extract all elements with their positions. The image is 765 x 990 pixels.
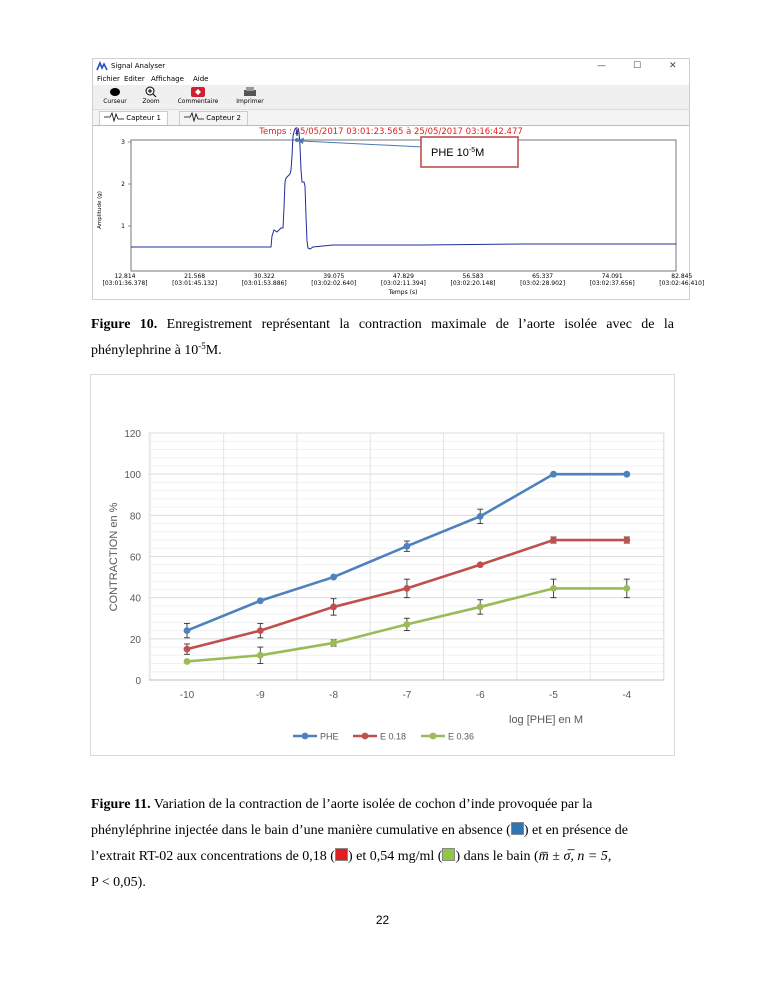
signal-x-time-label: [03:02:37.656] <box>589 280 635 287</box>
signal-x-time-label: [03:02:11.394] <box>380 280 426 287</box>
chart-svg <box>91 375 674 755</box>
waveform-icon <box>184 113 204 121</box>
x-axis-title: log [PHE] en M <box>509 714 583 726</box>
e036-swatch <box>442 848 455 861</box>
legend-marker <box>302 733 309 740</box>
menu-affichage[interactable]: Affichage <box>151 75 184 83</box>
printer-icon <box>242 86 258 98</box>
signal-x-time-label: [03:02:28.902] <box>520 280 566 287</box>
legend-marker <box>430 733 437 740</box>
signal-x-time-label: [03:01:53.886] <box>241 280 287 287</box>
figure-10-caption <box>91 312 674 364</box>
data-point-PHE <box>184 627 191 634</box>
tab-capteur-2[interactable] <box>179 111 248 125</box>
menu-fichier[interactable]: Fichier <box>97 75 120 83</box>
cursor-label: Curseur <box>103 98 127 105</box>
data-point-PHE <box>330 574 337 581</box>
signal-x-time-label: [03:01:36.378] <box>102 280 148 287</box>
figure-10-text: Enregistrement représentant la contraction maximale de l’aorte isolée avec de la phénylephrine à 10 <box>91 317 675 358</box>
signal-plot-svg <box>93 126 705 299</box>
figure-11-text-4: P < 0,05). <box>91 875 146 890</box>
y-tick-label: 60 <box>129 552 141 564</box>
legend-label: E 0.18 <box>380 731 407 742</box>
cursor-icon <box>108 86 122 98</box>
comment-label: Commentaire <box>177 98 219 105</box>
figure-11-text-2b: ) et en présence de <box>523 823 628 838</box>
x-tick-label: -8 <box>329 690 339 701</box>
tab-capteur-1-label: Capteur 1 <box>126 114 161 122</box>
tab-capteur-1[interactable] <box>99 111 168 125</box>
annotation-main: PHE 10 <box>431 147 469 159</box>
signal-x-tick-label: 47.829 <box>392 273 414 280</box>
legend-marker <box>362 733 369 740</box>
figure-11-statistics: m̅ ± σ̅, n = 5, <box>538 849 612 864</box>
data-point-E 0.18 <box>550 537 557 544</box>
signal-x-time-label: [03:02:02.640] <box>311 280 357 287</box>
minimize-icon[interactable]: — <box>597 61 606 71</box>
x-tick-label: -6 <box>475 690 485 701</box>
peak-marker <box>295 138 299 142</box>
data-point-E 0.36 <box>184 658 191 665</box>
page-number: 22 <box>375 913 390 927</box>
figure-11-caption <box>91 792 674 896</box>
y-tick-label: 40 <box>129 593 141 605</box>
time-range-text: Temps : 25/05/2017 03:01:23.565 à 25/05/2017 03:16:42.477 <box>259 127 523 137</box>
x-tick-label: -9 <box>255 690 265 701</box>
x-tick-label: -5 <box>549 690 558 701</box>
tab-bar <box>93 110 689 126</box>
data-point-E 0.36 <box>257 652 264 659</box>
close-icon[interactable]: ✕ <box>669 61 677 71</box>
e018-swatch <box>335 848 348 861</box>
zoom-icon <box>144 86 158 98</box>
signal-x-time-label: [03:02:20.148] <box>450 280 496 287</box>
signal-y-tick-label: 1 <box>121 223 125 230</box>
data-point-E 0.36 <box>404 621 411 628</box>
signal-x-tick-label: 74.091 <box>601 273 623 280</box>
signal-plot <box>93 126 705 299</box>
signal-x-tick-label: 65.337 <box>532 273 554 280</box>
figure-10-exponent: -5 <box>198 341 206 351</box>
data-point-PHE <box>623 471 630 478</box>
annotation-unit: M <box>475 147 485 159</box>
figure-10-label: Figure 10. <box>91 317 158 332</box>
x-axis-label: Temps (s) <box>388 289 418 296</box>
zoom-button[interactable] <box>137 86 165 108</box>
figure-11-text-2a: phényléphrine injectée dans le bain d’une manière cumulative en absence ( <box>91 823 511 838</box>
signal-x-tick-label: 39.075 <box>323 273 345 280</box>
signal-x-tick-label: 12.814 <box>114 273 136 280</box>
signal-x-tick-label: 82.845 <box>671 273 693 280</box>
figure-11-text-1: Variation de la contraction de l’aorte isolée de cochon d’inde provoquée par la <box>153 797 593 812</box>
menu-editer[interactable]: Editer <box>124 75 145 83</box>
phe-swatch <box>511 822 524 835</box>
data-point-E 0.18 <box>477 561 484 568</box>
data-point-E 0.36 <box>330 640 337 647</box>
figure-11-text-3b: ) et 0,54 mg/ml ( <box>347 849 443 864</box>
signal-x-tick-label: 21.568 <box>184 273 206 280</box>
y-tick-label: 120 <box>124 429 141 440</box>
y-axis-label: Amplitude (g) <box>97 191 103 229</box>
maximize-icon[interactable]: ☐ <box>633 61 642 71</box>
y-tick-label: 100 <box>124 470 141 482</box>
title-bar <box>93 59 689 74</box>
figure-11-text-3a: l’extrait RT-02 aux concentrations de 0,18 ( <box>91 849 335 864</box>
signal-x-tick-label: 30.322 <box>253 273 275 280</box>
x-tick-label: -10 <box>179 690 195 701</box>
signal-x-time-label: [03:01:45.132] <box>172 280 218 287</box>
toolbar <box>93 85 689 110</box>
zoom-label: Zoom <box>142 98 160 105</box>
data-point-PHE <box>477 513 484 520</box>
print-label: Imprimer <box>236 98 264 105</box>
figure-11-label: Figure 11. <box>91 797 151 812</box>
signal-analyser-window <box>92 58 705 300</box>
data-point-E 0.18 <box>257 627 264 634</box>
signal-y-tick-label: 2 <box>121 181 125 188</box>
x-tick-label: -7 <box>402 690 412 701</box>
cursor-button[interactable] <box>99 86 131 108</box>
signal-x-time-label: [03:02:46.410] <box>659 280 705 287</box>
annotation-exponent: -5 <box>468 147 476 154</box>
figure-11-line-3 <box>91 844 674 870</box>
menu-bar <box>93 74 689 85</box>
legend-label: E 0.36 <box>448 731 475 742</box>
y-tick-label: 80 <box>129 511 141 523</box>
annotation-text <box>431 147 484 159</box>
concentration-response-chart <box>90 374 675 756</box>
app-icon <box>97 62 107 71</box>
y-tick-label: 20 <box>129 634 141 646</box>
figure-11-line-1 <box>91 792 674 818</box>
data-point-E 0.36 <box>623 585 630 592</box>
legend-label: PHE <box>320 731 339 742</box>
data-point-PHE <box>550 471 557 478</box>
y-axis-title: CONTRACTION en % <box>108 502 120 612</box>
tab-capteur-2-label: Capteur 2 <box>206 114 241 122</box>
figure-11-text-3c: ) dans le bain ( <box>455 849 539 864</box>
data-point-E 0.18 <box>184 646 191 653</box>
waveform-icon <box>104 113 124 121</box>
menu-aide[interactable]: Aide <box>193 75 209 83</box>
figure-11-line-2 <box>91 818 674 844</box>
figure-11-line-4 <box>91 870 674 896</box>
data-point-E 0.18 <box>623 537 630 544</box>
window-title: Signal Analyser <box>111 62 166 70</box>
data-point-PHE <box>257 597 264 604</box>
data-point-E 0.36 <box>477 604 484 611</box>
x-tick-label: -4 <box>622 690 632 701</box>
signal-y-tick-label: 3 <box>121 139 125 146</box>
data-point-PHE <box>404 543 411 550</box>
print-button[interactable] <box>231 86 269 108</box>
data-point-E 0.18 <box>404 585 411 592</box>
comment-button[interactable] <box>173 86 223 108</box>
y-tick-label: 0 <box>135 676 141 687</box>
comment-icon <box>190 86 206 98</box>
data-point-E 0.18 <box>330 604 337 611</box>
figure-10-unit: M. <box>205 343 222 358</box>
data-point-E 0.36 <box>550 585 557 592</box>
plot-frame <box>131 140 676 271</box>
signal-x-tick-label: 56.583 <box>462 273 484 280</box>
